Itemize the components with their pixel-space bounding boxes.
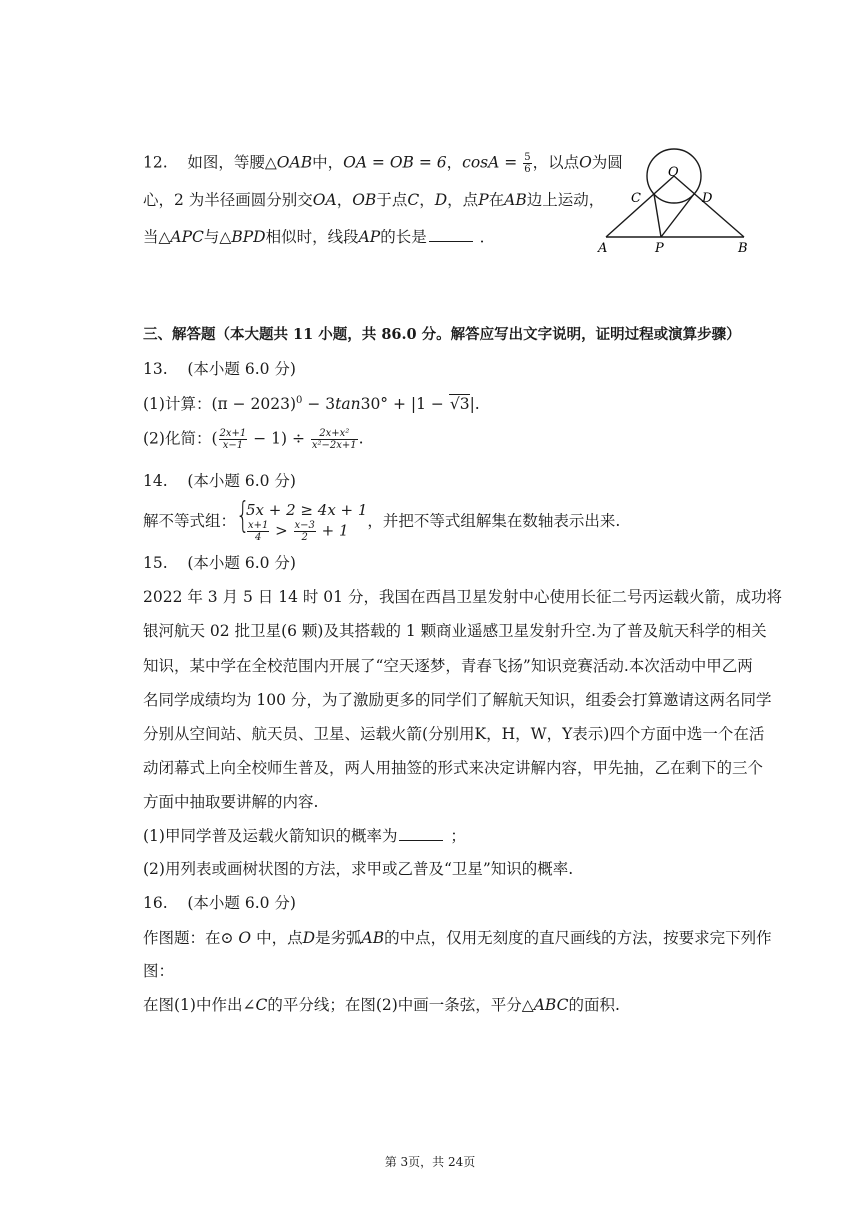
q15-header [143, 556, 296, 572]
q16-line-2: 图： [143, 962, 175, 980]
q13-text: (1)计算： [143, 395, 212, 414]
q13-number: 13. [143, 360, 168, 378]
q13-part-2 [143, 428, 364, 451]
q16-text: 作图题：在⊙ [143, 929, 239, 947]
q12-text: 当△ [143, 228, 171, 246]
q12-math: OA = OB = 6 [343, 153, 447, 172]
q16-header [143, 896, 296, 912]
q16-math: D [302, 929, 316, 947]
q16-math: O [238, 929, 252, 947]
q15-answer-blank [399, 828, 443, 841]
q15-text: ； [445, 827, 466, 845]
q14-inequality-2 [246, 520, 367, 543]
q12-text: 相似时，线段 [265, 228, 359, 246]
q12-math: OAB [276, 153, 313, 172]
q16-line-1 [143, 931, 772, 947]
q14-inequality-1: 5x + 2 ≥ 4x + 1 [246, 501, 368, 519]
q13-exponent: 0 [296, 395, 303, 406]
fig-label-D: D [702, 191, 713, 206]
q15-paragraph-line: 2022 年 3 月 5 日 14 时 01 分，我国在西昌卫星发射中心使用长征二号丙运载火箭，成功将 [143, 588, 782, 606]
q12-number: 12. [143, 153, 168, 172]
brace: { [236, 495, 250, 536]
q12-text: ， [446, 153, 463, 172]
q16-text: 的中点，仅用无刻度的直尺画线的方法，按要求完下列作 [384, 929, 772, 947]
q15-paragraph-line: 银河航天 02 批卫星(6 颗)及其搭载的 1 颗商业遥感卫星发射升空.为了普及航天科学的相关 [143, 622, 767, 640]
q15-text: (1)甲同学普及运载火箭知识的概率为 [143, 827, 398, 845]
q16-math: AB [361, 929, 385, 947]
q13-math: |. [469, 395, 480, 414]
q12-text: 心，2 为半径画圆分别交 [143, 191, 313, 209]
q12-math: cosA = [462, 153, 518, 172]
q12-math: C [407, 191, 420, 209]
q15-part-2: (2)用列表或画树状图的方法，求甲或乙普及“卫星”知识的概率. [143, 860, 574, 878]
q14-text: 解不等式组： [143, 511, 237, 530]
q12-text: ，点 [447, 191, 479, 209]
q15-part-1 [143, 828, 466, 845]
fig-label-P: P [655, 241, 664, 256]
q13-header [143, 362, 296, 378]
q12-text: ，以点 [532, 153, 580, 172]
q15-points: (本小题 6.0 分) [187, 554, 296, 572]
q14-fraction-2: $\frac{x-3}{2}$ [294, 520, 315, 544]
q13-math: (π − 2023) [211, 395, 297, 414]
q12-math: P [478, 191, 489, 209]
q16-line-3 [143, 998, 620, 1014]
q12-line-3 [143, 229, 495, 246]
q13-math: − 1) ÷ [248, 429, 310, 448]
q12-math: APC [170, 228, 204, 246]
q12-text: ， [336, 191, 353, 209]
q12-text: 的长是 [380, 228, 427, 246]
q14-number: 14. [143, 472, 168, 490]
q14-points: (本小题 6.0 分) [187, 472, 296, 490]
q14-body [143, 495, 621, 544]
q13-fraction-2: $\frac{\text{2x+x²}}{\text{x²−2x+1}}$ [311, 428, 357, 451]
q13-text: (2)化简：( [143, 429, 218, 448]
q16-text: 中，点 [251, 929, 303, 947]
q13-part-1 [143, 396, 480, 413]
q15-paragraph-line: 名同学成绩均为 100 分，为了激励更多的同学们了解航天知识，组委会打算邀请这两名同学 [143, 691, 772, 709]
q12-math: D [434, 191, 448, 209]
q14-math: + 1 [316, 521, 349, 540]
q16-text: 的面积. [568, 996, 620, 1014]
q12-line-1 [143, 152, 623, 175]
q16-text: 是劣弧 [315, 929, 362, 947]
q12-math: OB [352, 191, 377, 209]
q12-answer-blank [429, 229, 473, 242]
q12-fraction: $\frac{5}{6}$ [524, 152, 531, 175]
q12-text: ， [419, 191, 435, 209]
fig-label-A: A [598, 241, 608, 256]
q16-text: 的平分线；在图(2)中画一条弦，平分△ [267, 996, 534, 1014]
section-3-title: 三、解答题（本大题共 11 小题，共 86.0 分。解答应写出文字说明，证明过程或演算步骤） [143, 326, 741, 343]
q12-text: 与△ [203, 228, 232, 246]
q14-math: > [270, 521, 293, 540]
q12-math: OA [312, 191, 337, 209]
fig-label-O: O [668, 165, 679, 180]
q13-math: tan [335, 395, 361, 414]
q12-text: 中， [312, 153, 344, 172]
fig-label-C: C [631, 191, 641, 206]
q16-points: (本小题 6.0 分) [187, 894, 296, 912]
fig-label-B: B [738, 241, 748, 256]
q13-math: − 3 [302, 395, 336, 414]
q12-text: 在 [488, 191, 505, 209]
q12-math: BPD [231, 228, 266, 246]
q16-math: C [255, 996, 268, 1014]
q13-text: . [358, 429, 364, 448]
q12-text: ． [479, 228, 496, 246]
q15-paragraph-line: 知识，某中学在全校范围内开展了“空天逐梦，青春飞扬”知识竞赛活动.本次活动中甲乙两 [143, 657, 753, 675]
q16-math: ABC [533, 996, 569, 1014]
q14-inequality-system [236, 495, 368, 544]
q13-math: 30° + |1 − [360, 395, 449, 414]
q15-paragraph-line: 方面中抽取要讲解的内容. [143, 793, 319, 811]
q12-text: 为圆 [591, 153, 623, 172]
q13-fraction-1: $\frac{2x+1}{x-1}$ [219, 428, 247, 451]
q15-paragraph-line: 动闭幕式上向全校师生普及，两人用抽签的形式来决定讲解内容，甲先抽，乙在剩下的三个 [143, 759, 764, 777]
q14-text: ，并把不等式组解集在数轴表示出来. [367, 511, 621, 530]
q12-line-2 [143, 193, 604, 209]
q12-text: 于点 [376, 191, 408, 209]
q14-header [143, 474, 296, 490]
q15-number: 15. [143, 554, 168, 572]
q12-math: AP [358, 228, 381, 246]
page-footer: 第 3页，共 24页 [384, 1155, 476, 1169]
q13-points: (本小题 6.0 分) [187, 360, 296, 378]
q12-math: O [579, 153, 592, 172]
q12-math: AB [504, 191, 527, 209]
q12-figure [596, 146, 756, 258]
q16-text: 在图(1)中作出∠ [143, 996, 256, 1014]
q12-text: 如图，等腰△ [187, 153, 277, 172]
q12-text: 边上运动， [526, 191, 605, 209]
q15-paragraph-line: 分别从空间站、航天员、卫星、运载火箭(分别用K，H，W，Y表示)四个方面中选一个在活 [143, 725, 765, 743]
q13-sqrt: √3 [449, 395, 470, 414]
q16-number: 16. [143, 894, 168, 912]
q14-fraction-1: $\frac{x+1}{4}$ [248, 520, 269, 544]
